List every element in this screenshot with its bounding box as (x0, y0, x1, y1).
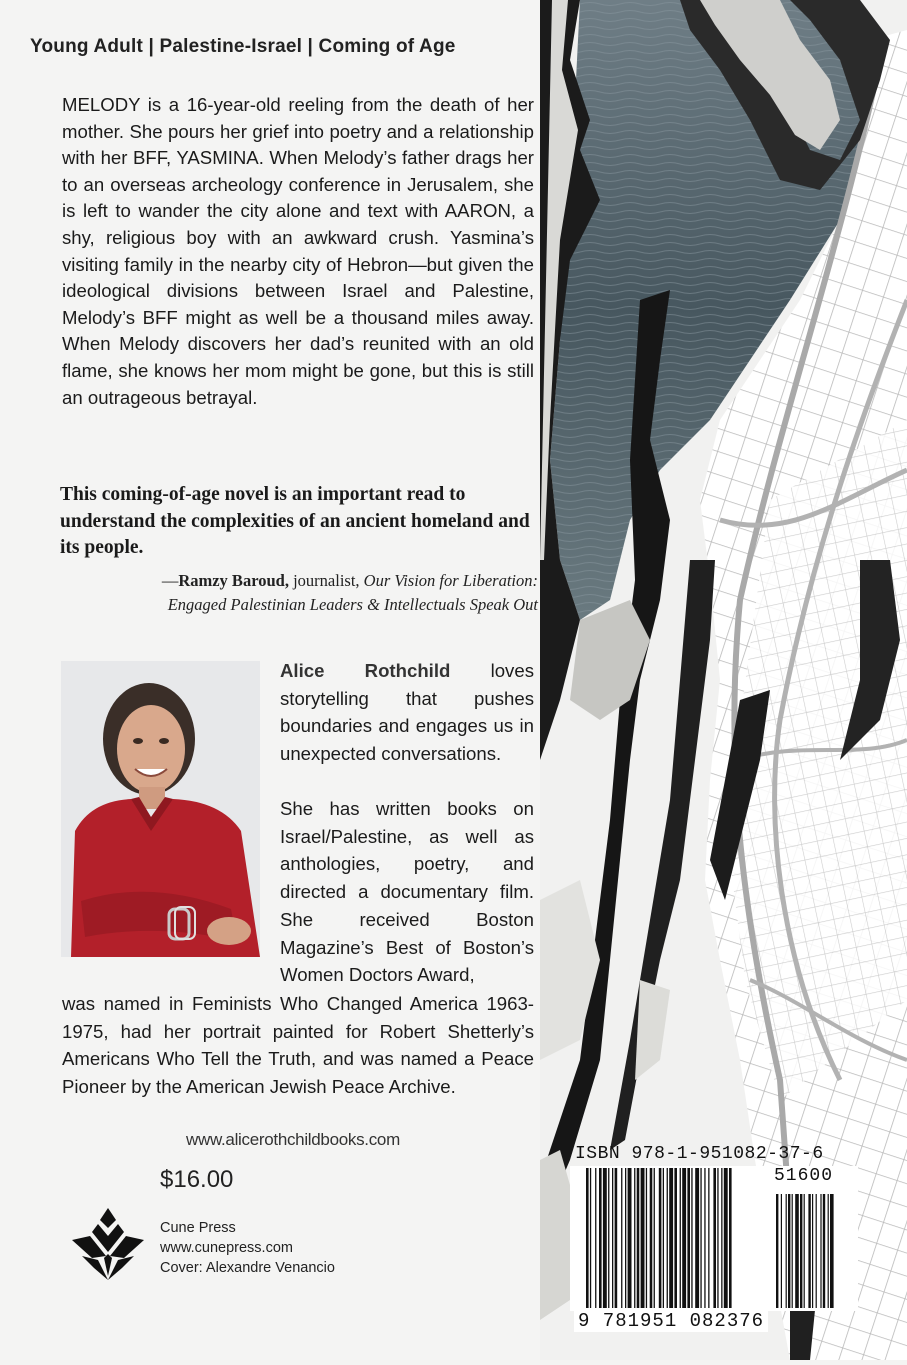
barcode-bar (729, 1168, 732, 1308)
barcode-bar (586, 1168, 589, 1308)
attribution-dash: — (161, 571, 179, 590)
author-bio-part-3: was named in Feminists Who Changed America 1963-1975, had her portrait painted for Robert Shetterly’s Americans Who Tell the Truth, and was named a Peace Pioneer by the American Jewish Peace Archive. (62, 993, 534, 1098)
endorser-work-title-1: Our Vision for Liberation: (363, 571, 538, 590)
author-website[interactable]: www.alicerothchildbooks.com (186, 1130, 400, 1149)
barcode-bar (713, 1168, 716, 1308)
endorser-name: Ramzy Baroud, (178, 571, 289, 590)
price-barcode-bar (830, 1194, 834, 1308)
author-photo (61, 661, 260, 957)
barcode-bar (682, 1168, 686, 1308)
price-barcode-bar (820, 1194, 821, 1308)
cover-credit: Cover: Alexandre Venancio (160, 1260, 335, 1276)
price-barcode-bar (795, 1194, 799, 1308)
publisher-info (160, 1218, 335, 1278)
barcode-bar (687, 1168, 690, 1308)
barcode-bar (663, 1168, 664, 1308)
barcode-bar (721, 1168, 722, 1308)
barcode-bar (641, 1168, 645, 1308)
barcode-bar (659, 1168, 662, 1308)
barcode-price-code: 51600 (774, 1166, 834, 1186)
barcode-bar (628, 1168, 632, 1308)
barcode-bar (674, 1168, 677, 1308)
price-barcode-bar (816, 1194, 817, 1308)
barcode-bar (695, 1168, 699, 1308)
barcode-bar (708, 1168, 709, 1308)
barcode-bar (608, 1168, 609, 1308)
barcode-bar (599, 1168, 602, 1308)
publisher-name: Cune Press (160, 1220, 236, 1236)
price-barcode-bar (781, 1194, 782, 1308)
barcode-bar (654, 1168, 655, 1308)
barcode-bar (646, 1168, 647, 1308)
author-bio-intro (280, 657, 534, 768)
barcode-bar (650, 1168, 653, 1308)
price-barcode-bar (808, 1194, 810, 1308)
endorsement-quote: This coming-of-age novel is an important read to understand the complexities of an ancient homeland and its people. (60, 484, 530, 558)
barcode-bar (603, 1168, 607, 1308)
barcode-bar (669, 1168, 673, 1308)
author-bio-part-2: She has written books on Israel/Palestine, as well as anthologies, poetry, and directed a documentary film. She received Boston Magazine’s Best of Boston’s Women Doctors Award, (280, 798, 534, 986)
price-barcode-bar (800, 1194, 802, 1308)
barcode-bar (615, 1168, 618, 1308)
barcode-bar (625, 1168, 626, 1308)
barcode-bar (595, 1168, 596, 1308)
author-name: Alice Rothchild (280, 660, 451, 681)
book-blurb: MELODY is a 16-year-old reeling from the death of her mother. She pours her grief into poetry and a relationship with her BFF, YASMINA. When Melody’s father drags her to an overseas archeology conference in Jerusalem, she is left to wander the city alone and text with AARON, a shy, religious boy with an awkward crush. Yasmina’s visiting family in the nearby city of Hebron—but given the ideological divisions between Israel and Palestine, Melody’s BFF might as well be a thousand miles away. When Melody discovers her dad’s reunited with an old flame, she knows her mom might be gone, but this is still an outrageous betrayal. (62, 94, 534, 408)
barcode-bar (704, 1168, 705, 1308)
barcode-bar (717, 1168, 718, 1308)
price-barcode-bar (828, 1194, 829, 1308)
barcode-bar (612, 1168, 613, 1308)
barcode-bar (691, 1168, 692, 1308)
barcode-bar (621, 1168, 622, 1308)
barcode-bar (700, 1168, 701, 1308)
publisher-website[interactable]: www.cunepress.com (160, 1240, 293, 1256)
price-barcode-bar (788, 1194, 790, 1308)
book-price: $16.00 (160, 1166, 234, 1193)
price-barcode-bar (804, 1194, 805, 1308)
barcode-bar (680, 1168, 681, 1308)
cune-press-logo-icon (68, 1206, 148, 1282)
author-bio-intro-text: loves storytelling that pushes boundaries and engages us in unexpected conversations. (280, 660, 534, 765)
barcode-bar (667, 1168, 668, 1308)
barcode-bar (637, 1168, 640, 1308)
barcode-bar (634, 1168, 635, 1308)
barcode-bars (586, 1168, 836, 1308)
endorsement-attribution (60, 569, 538, 617)
price-barcode-bar (792, 1194, 793, 1308)
price-barcode-bar (776, 1194, 778, 1308)
genre-line: Young Adult | Palestine-Israel | Coming of Age (30, 36, 456, 57)
barcode-bar (724, 1168, 728, 1308)
barcode-bar (590, 1168, 591, 1308)
price-barcode-bar (823, 1194, 825, 1308)
isbn-label: ISBN 978-1-951082-37-6 (575, 1144, 824, 1164)
barcode-digits: 9 781951 082376 (574, 1310, 768, 1332)
endorser-work-title-2: Engaged Palestinian Leaders & Intellectuals Speak Out (167, 595, 538, 614)
endorser-role: journalist, (288, 571, 364, 590)
price-barcode-bar (812, 1194, 813, 1308)
price-barcode-bar (786, 1194, 787, 1308)
